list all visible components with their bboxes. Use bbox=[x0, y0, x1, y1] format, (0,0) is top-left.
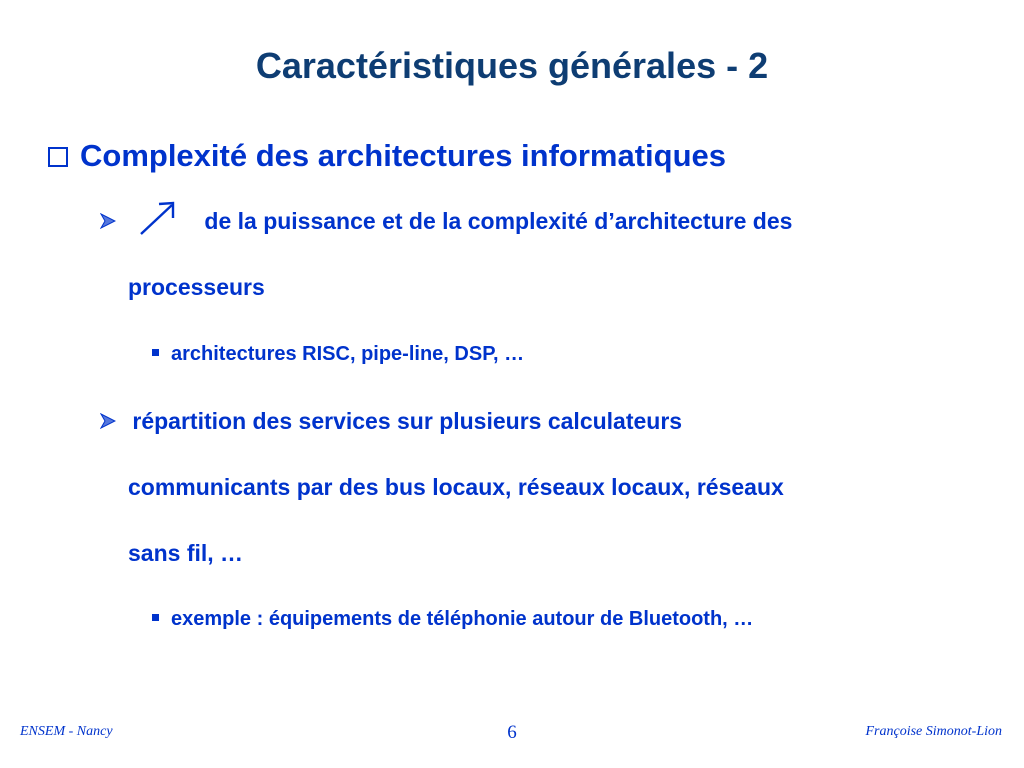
square-bullet-icon bbox=[152, 614, 159, 621]
arrow-bullet-icon bbox=[100, 213, 116, 229]
bullet-item-2-line1 bbox=[100, 388, 784, 454]
increase-arrow-icon bbox=[138, 199, 180, 237]
bullet-level1 bbox=[48, 134, 726, 178]
hollow-square-bullet-icon bbox=[48, 147, 68, 167]
sub-bullet-1 bbox=[152, 339, 524, 369]
page-number: 6 bbox=[507, 722, 517, 743]
sub-bullet-2 bbox=[152, 604, 753, 634]
bullet-item-2-text-line3: sans fil, … bbox=[128, 540, 244, 566]
footer-author: Françoise Simonot-Lion bbox=[865, 724, 1002, 739]
arrow-bullet-icon bbox=[100, 413, 116, 429]
bullet-item-2-text-line1: répartition des services sur plusieurs calculateurs bbox=[132, 408, 683, 434]
bullet-item-1-text-line2: processeurs bbox=[128, 274, 265, 300]
bullet-item-1-text-line1: de la puissance et de la complexité d’architecture des bbox=[204, 208, 793, 234]
bullet-level1-text: Complexité des architectures informatiques bbox=[80, 138, 727, 173]
square-bullet-icon bbox=[152, 349, 159, 356]
sub-bullet-2-text: exemple : équipements de téléphonie autour de Bluetooth, … bbox=[171, 608, 754, 630]
footer-institution: ENSEM - Nancy bbox=[20, 724, 113, 739]
bullet-item-2-text-line2: communicants par des bus locaux, réseaux locaux, réseaux bbox=[128, 474, 784, 500]
slide-title: Caractéristiques générales - 2 bbox=[255, 45, 769, 86]
sub-bullet-1-text: architectures RISC, pipe-line, DSP, … bbox=[171, 343, 525, 365]
bullet-item-2 bbox=[100, 388, 784, 586]
bullet-item-1-line1 bbox=[100, 188, 792, 254]
bullet-item-1 bbox=[100, 188, 792, 320]
